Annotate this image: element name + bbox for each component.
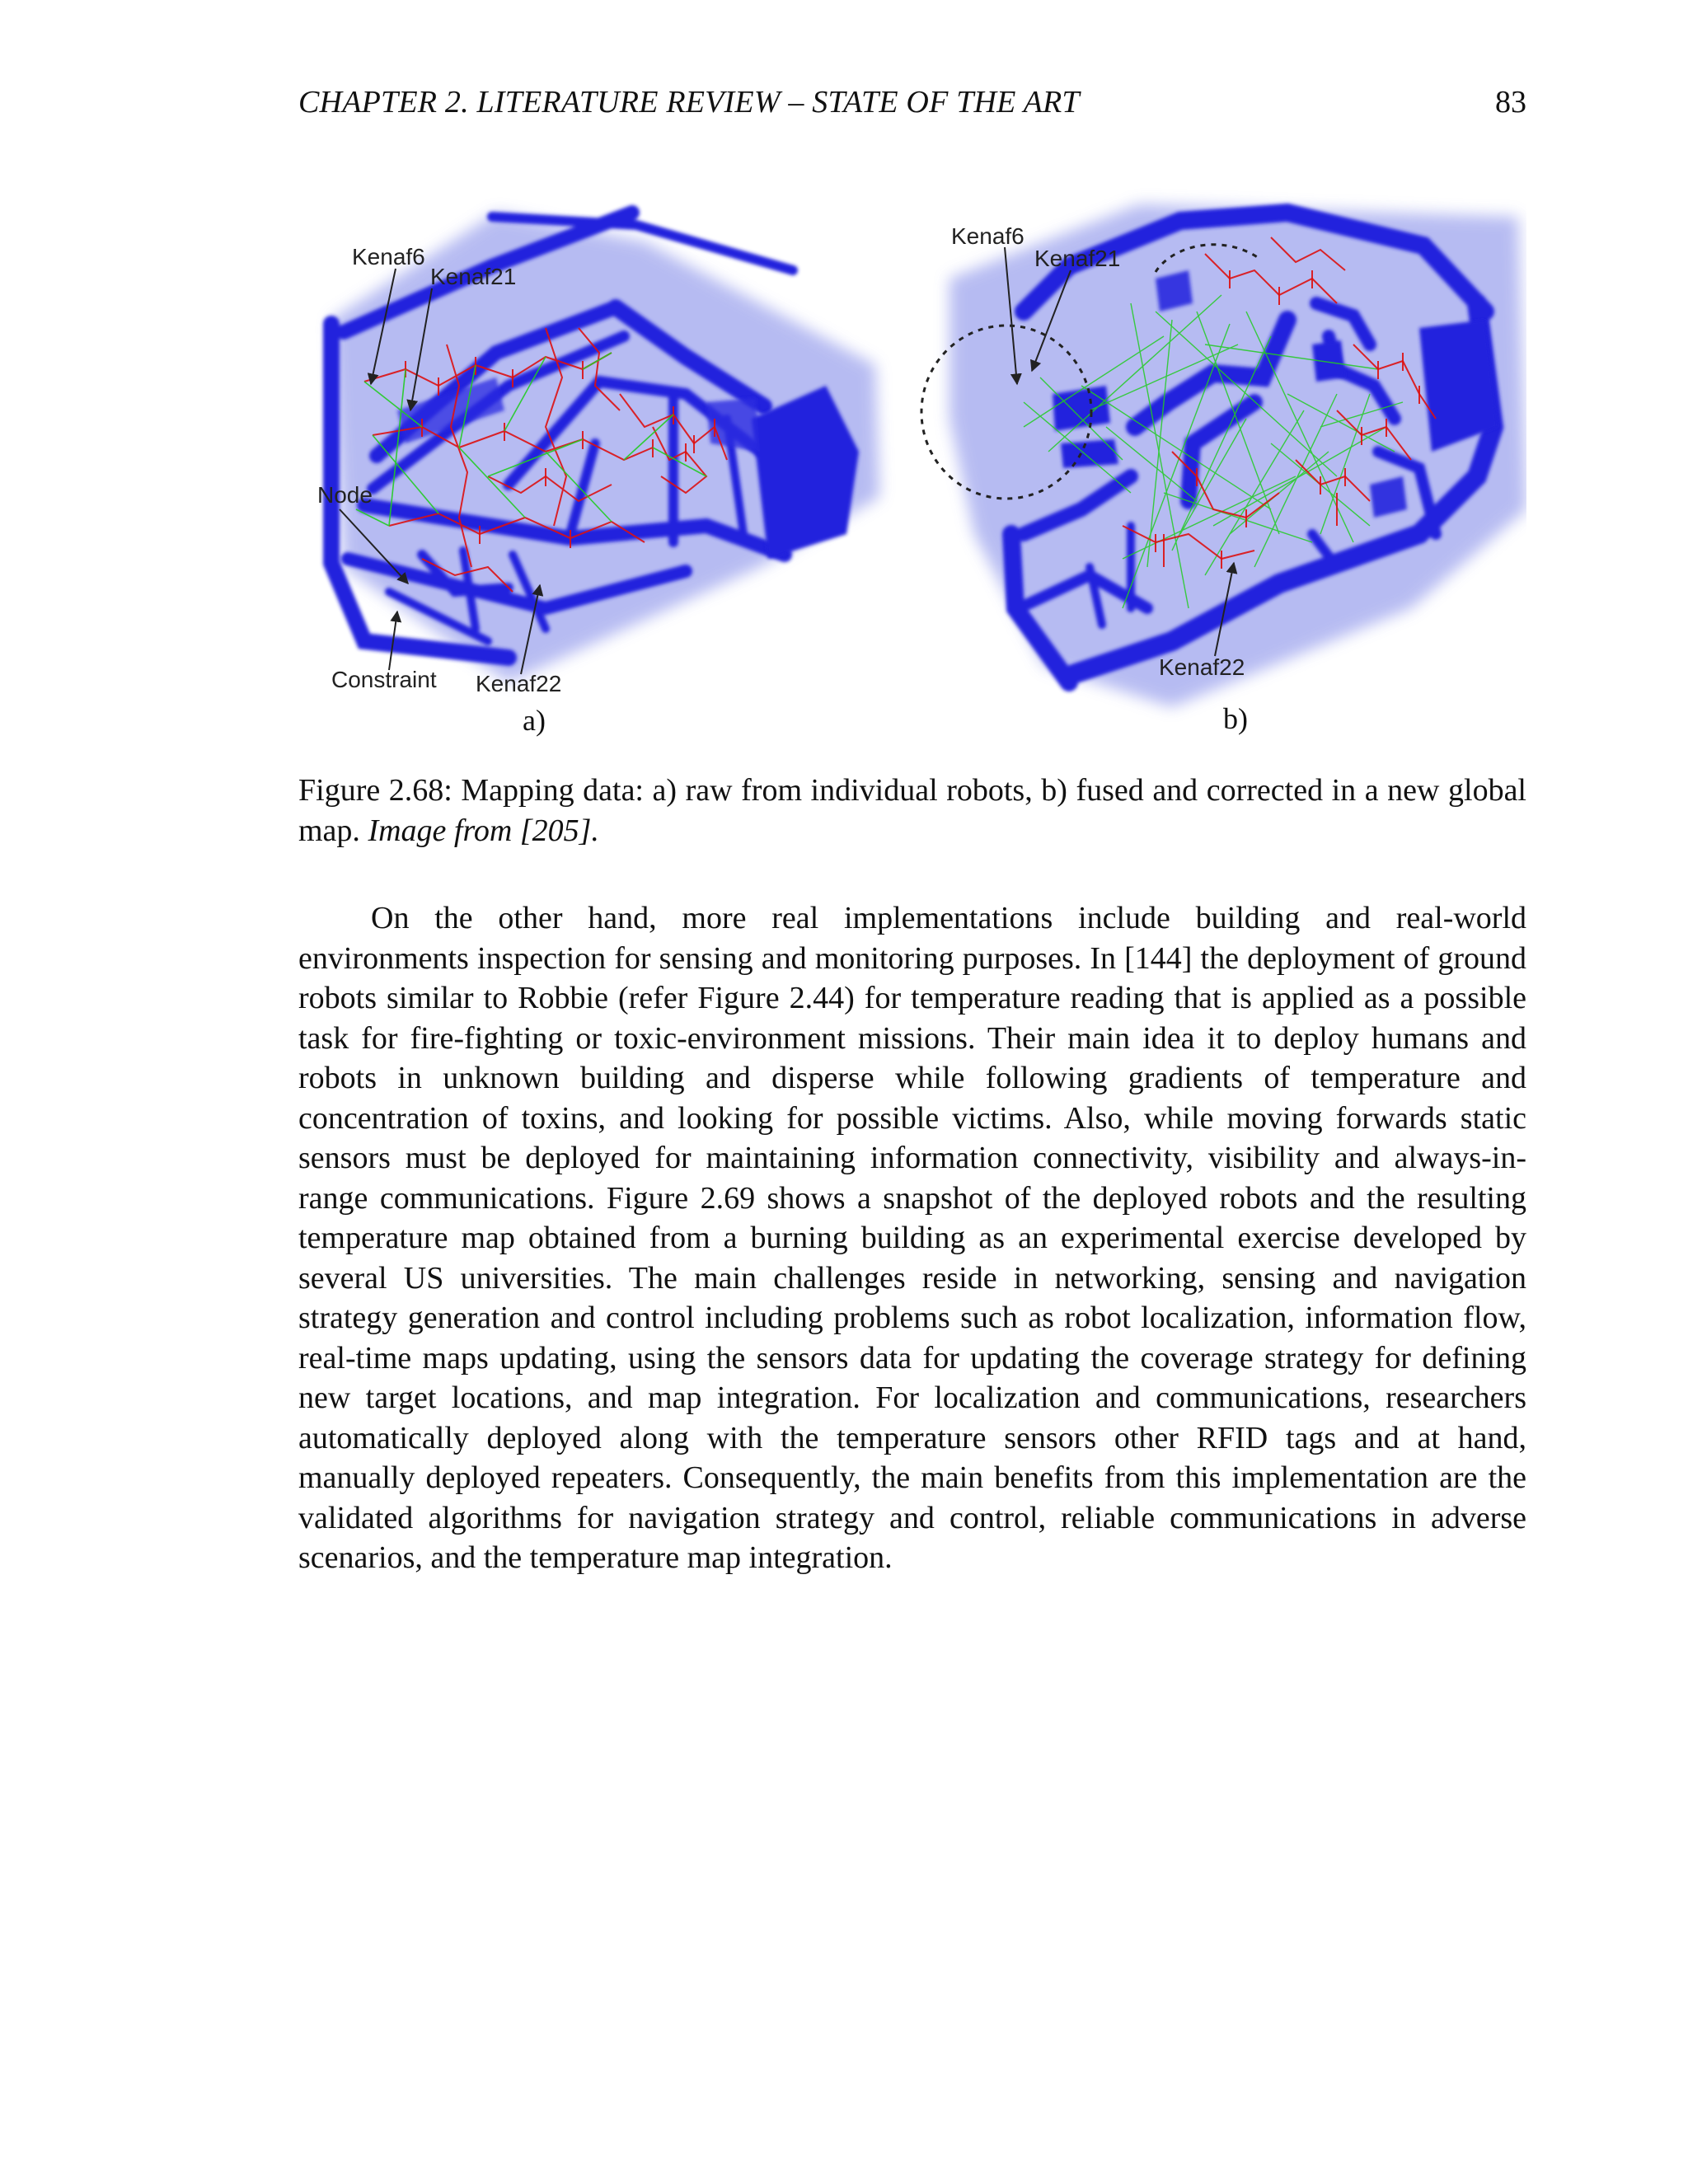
caption-source: Image from [205].: [368, 813, 599, 848]
chapter-title: CHAPTER 2. LITERATURE REVIEW – STATE OF THE ART: [298, 85, 1080, 120]
caption-text: Figure 2.68: Mapping data: a) raw from individual robots, b) fused and corrected in a new global map.: [298, 773, 1526, 848]
panel-b-map: [921, 204, 1526, 735]
panel-b-label-kenaf6: Kenaf6: [951, 223, 1025, 249]
figure-2-68: [298, 180, 1526, 748]
panel-a-label-constraint: Constraint: [331, 667, 437, 692]
mapping-figure: [298, 180, 1526, 748]
running-head: [298, 79, 1526, 125]
body-paragraph: On the other hand, more real implementations include building and real-world environments inspection for sensing and monitoring purposes. In [144] the deployment of ground robots similar to Robbie (refer Figure 2.44) for temperature reading that is applied as a possible task for fire-fighting or toxic-environment missions. Their main idea it to deploy humans and robots in unknown building and disperse while following gradients of temperature and concentration of toxins, and looking for possible victims. Also, while moving forwards static sensors must be deployed for maintaining information connectivity, visibility and always-in-range communications. Figure 2.69 shows a snapshot of the deployed robots and the resulting temperature map obtained from a burning building as an experimental exercise developed by several US universities. The main challenges reside in networking, sensing and navigation strategy generation and control including problems such as robot localization, information flow, real-time maps updating, using the sensors data for updating the coverage strategy for defining new target locations, and map integration. For localization and communications, researchers automatically deployed along with the temperature sensors other RFID tags and at hand, manually deployed repeaters. Consequently, the main benefits from this implementation are the validated algorithms for navigation strategy and control, reliable communications in adverse scenarios, and the temperature map integration.: [298, 901, 1526, 1575]
panel-a-label-kenaf21: Kenaf21: [430, 264, 517, 289]
panel-b-label-kenaf21: Kenaf21: [1034, 246, 1121, 271]
page-number: 83: [1495, 85, 1526, 120]
panel-a-label: a): [523, 704, 546, 737]
body-text: [298, 898, 1526, 1578]
panel-a-map: [317, 213, 879, 737]
figure-caption: [298, 771, 1526, 851]
panel-a-label-kenaf22: Kenaf22: [476, 671, 562, 696]
panel-a-label-node: Node: [317, 482, 373, 508]
panel-b-label-kenaf22: Kenaf22: [1159, 654, 1245, 680]
panel-a-label-kenaf6: Kenaf6: [352, 244, 425, 269]
panel-b-label: b): [1223, 702, 1248, 735]
